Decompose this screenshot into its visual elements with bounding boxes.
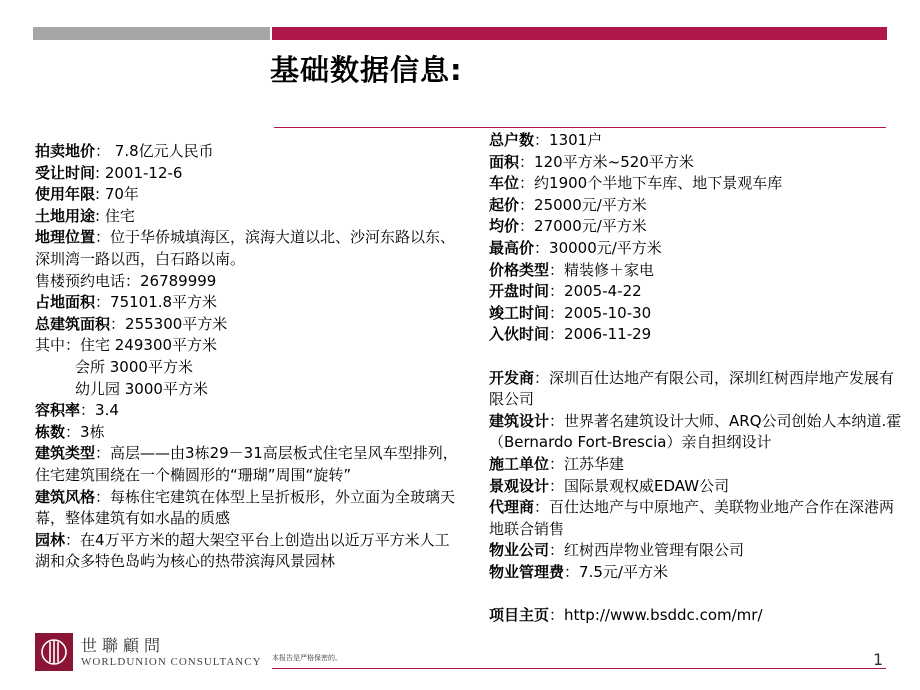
- info-separator: ：: [564, 562, 580, 581]
- info-row: [35, 422, 460, 444]
- info-row: [489, 324, 909, 346]
- info-separator: ：: [65, 422, 81, 441]
- info-value: 幼儿园 3000平方米: [75, 379, 208, 398]
- info-row: [489, 281, 909, 303]
- info-value: 约1900个半地下车库、地下景观车库: [534, 174, 783, 193]
- info-separator: ：: [549, 476, 565, 495]
- info-row: [489, 562, 909, 584]
- info-value: 7.8亿元人民币: [110, 142, 214, 160]
- info-label: 建筑类型: [35, 444, 96, 463]
- logo-seal-icon: [35, 633, 73, 671]
- info-value: 世界著名建筑设计大师、ARQ公司创始人本纳道.霍（Bernardo Fort-Brescia）亲自担纲设计: [489, 411, 902, 452]
- info-separator: ：: [80, 401, 96, 420]
- info-row: [489, 130, 909, 152]
- info-row: [489, 540, 909, 562]
- info-label: 栋数: [35, 422, 66, 441]
- info-row: [489, 195, 909, 217]
- info-row: [35, 443, 460, 486]
- info-separator: ：: [549, 325, 565, 344]
- info-row: [35, 163, 460, 185]
- info-separator: ：: [549, 411, 565, 430]
- info-separator: ：: [534, 238, 550, 257]
- left-info-column: [35, 141, 460, 573]
- info-row: [489, 368, 909, 411]
- info-row: [35, 379, 460, 401]
- info-separator: ：: [549, 454, 565, 473]
- info-label: 园林: [35, 530, 66, 549]
- info-value: 2005-4-22: [564, 282, 642, 301]
- info-value: 售楼预约电话：26789999: [35, 271, 217, 290]
- company-logo: [35, 632, 262, 672]
- info-label: 起价: [489, 195, 520, 214]
- info-row: [489, 260, 909, 282]
- info-label: 最高价: [489, 238, 535, 257]
- info-row: [35, 314, 460, 336]
- info-label: 景观设计: [489, 476, 550, 495]
- info-row: [489, 152, 909, 174]
- header-red-bar: [272, 27, 887, 40]
- info-separator: :: [95, 163, 105, 182]
- info-row: [489, 454, 909, 476]
- info-value: 75101.8平方米: [110, 293, 218, 312]
- info-label: 车位: [489, 174, 520, 193]
- sales-info-group: [489, 130, 909, 346]
- info-value: 2001-12-6: [104, 163, 183, 182]
- info-label: 项目主页: [489, 606, 550, 625]
- info-row: [35, 227, 460, 270]
- info-separator: ：: [95, 444, 111, 463]
- confidential-note: 本报告是严格保密的。: [272, 654, 342, 662]
- info-separator: ：: [95, 487, 111, 506]
- info-separator: :: [95, 185, 105, 204]
- logo-english-name: WORLDUNION CONSULTANCY: [81, 656, 262, 668]
- info-value: 7.5元/平方米: [579, 562, 668, 581]
- info-separator: ：: [110, 314, 126, 333]
- info-label: 开盘时间: [489, 282, 550, 301]
- info-label: 拍卖地价: [35, 142, 96, 160]
- info-row: [489, 411, 909, 454]
- info-value: http://www.bsddc.com/mr/: [564, 606, 763, 625]
- info-row: [35, 271, 460, 293]
- info-label: 建筑风格: [35, 487, 96, 506]
- info-row: [35, 292, 460, 314]
- info-label: 施工单位: [489, 454, 550, 473]
- info-row: [35, 335, 460, 357]
- info-label: 土地用途: [35, 206, 96, 225]
- info-label: 价格类型: [489, 260, 550, 279]
- footer-divider: [272, 668, 886, 669]
- info-separator: ：: [95, 142, 111, 160]
- title-divider: [274, 127, 886, 128]
- info-separator: ：: [549, 303, 565, 322]
- info-label: 物业管理费: [489, 562, 565, 581]
- info-value: 2006-11-29: [564, 325, 652, 344]
- info-value: 江苏华建: [564, 454, 625, 473]
- info-separator: ：: [519, 195, 535, 214]
- info-value: 其中：住宅 249300平方米: [35, 336, 218, 355]
- info-label: 入伙时间: [489, 325, 550, 344]
- info-value: 深圳百仕达地产有限公司，深圳红树西岸地产发展有限公司: [489, 368, 895, 409]
- info-separator: ：: [519, 152, 535, 171]
- info-row: [35, 400, 460, 422]
- info-row: [489, 497, 909, 540]
- info-value: 2005-10-30: [564, 303, 652, 322]
- info-value: 红树西岸物业管理有限公司: [564, 541, 745, 560]
- info-label: 地理位置: [35, 228, 96, 247]
- info-value: 25000元/平方米: [534, 195, 647, 214]
- info-row: [35, 184, 460, 206]
- info-row: [489, 476, 909, 498]
- info-value: 国际景观权威EDAW公司: [564, 476, 730, 495]
- info-label: 总建筑面积: [35, 314, 111, 333]
- info-value: 120平方米~520平方米: [534, 152, 694, 171]
- info-separator: ：: [534, 498, 550, 517]
- info-row: [489, 216, 909, 238]
- page-number: 1: [873, 650, 884, 669]
- info-separator: ：: [65, 530, 81, 549]
- info-row: [35, 206, 460, 228]
- info-separator: ：: [519, 217, 535, 236]
- info-separator: :: [95, 206, 105, 225]
- info-value: 1301户: [549, 131, 603, 149]
- info-row: [489, 303, 909, 325]
- info-label: 使用年限: [35, 185, 96, 204]
- info-label: 面积: [489, 152, 520, 171]
- info-separator: ：: [549, 282, 565, 301]
- info-value: 住宅: [104, 206, 135, 225]
- spacer: [489, 583, 909, 605]
- info-row: [489, 605, 909, 627]
- info-separator: ：: [549, 541, 565, 560]
- info-value: 每栋住宅建筑在体型上呈折板形，外立面为全玻璃天幕，整体建筑有如水晶的质感: [35, 487, 456, 528]
- info-row: [35, 141, 460, 163]
- info-value: 高层——由3栋29－31高层板式住宅呈风车型排列，住宅建筑围绕在一个椭圆形的“珊瑚”周围“旋转”: [35, 444, 458, 484]
- info-label: 竣工时间: [489, 303, 550, 322]
- info-value: 70年: [104, 185, 139, 204]
- info-value: 会所 3000平方米: [75, 357, 193, 376]
- info-label: 均价: [489, 217, 520, 236]
- info-value: 30000元/平方米: [549, 238, 662, 257]
- info-separator: ：: [519, 174, 535, 193]
- info-value: 在4万平方米的超大架空平台上创造出以近万平方米人工湖和众多特色岛屿为核心的热带滨海风景园林: [35, 530, 450, 571]
- info-value: 255300平方米: [125, 314, 228, 333]
- info-value: 百仕达地产与中原地产、美联物业地产合作在深港两地联合销售: [489, 498, 895, 538]
- info-value: 3栋: [80, 422, 105, 441]
- info-label: 物业公司: [489, 541, 550, 560]
- info-row: [489, 238, 909, 260]
- info-label: 建筑设计: [489, 411, 550, 430]
- info-value: 3.4: [95, 401, 119, 420]
- page-title: 基础数据信息:: [270, 53, 463, 87]
- info-label: 容积率: [35, 401, 81, 420]
- info-label: 占地面积: [35, 293, 96, 312]
- info-label: 代理商: [489, 498, 535, 517]
- info-separator: ：: [95, 228, 111, 247]
- company-info-group: [489, 368, 909, 584]
- info-separator: ：: [534, 131, 550, 149]
- info-value: 位于华侨城填海区，滨海大道以北、沙河东路以东、深圳湾一路以西，白石路以南。: [35, 228, 456, 268]
- homepage-group: [489, 605, 909, 627]
- info-row: [35, 487, 460, 530]
- info-value: 27000元/平方米: [534, 217, 647, 236]
- spacer: [489, 346, 909, 368]
- info-separator: ：: [549, 260, 565, 279]
- right-info-column: [489, 130, 909, 627]
- info-row: [489, 173, 909, 195]
- logo-chinese-name: 世聯顧問: [81, 636, 166, 655]
- info-label: 开发商: [489, 368, 535, 387]
- info-label: 受让时间: [35, 163, 96, 182]
- info-separator: ：: [534, 368, 550, 387]
- info-row: [35, 530, 460, 573]
- header-gray-bar: [33, 27, 270, 40]
- info-label: 总户数: [489, 131, 535, 149]
- info-row: [35, 357, 460, 379]
- info-value: 精装修＋家电: [564, 260, 655, 279]
- info-separator: ：: [549, 606, 565, 625]
- info-separator: ：: [95, 293, 111, 312]
